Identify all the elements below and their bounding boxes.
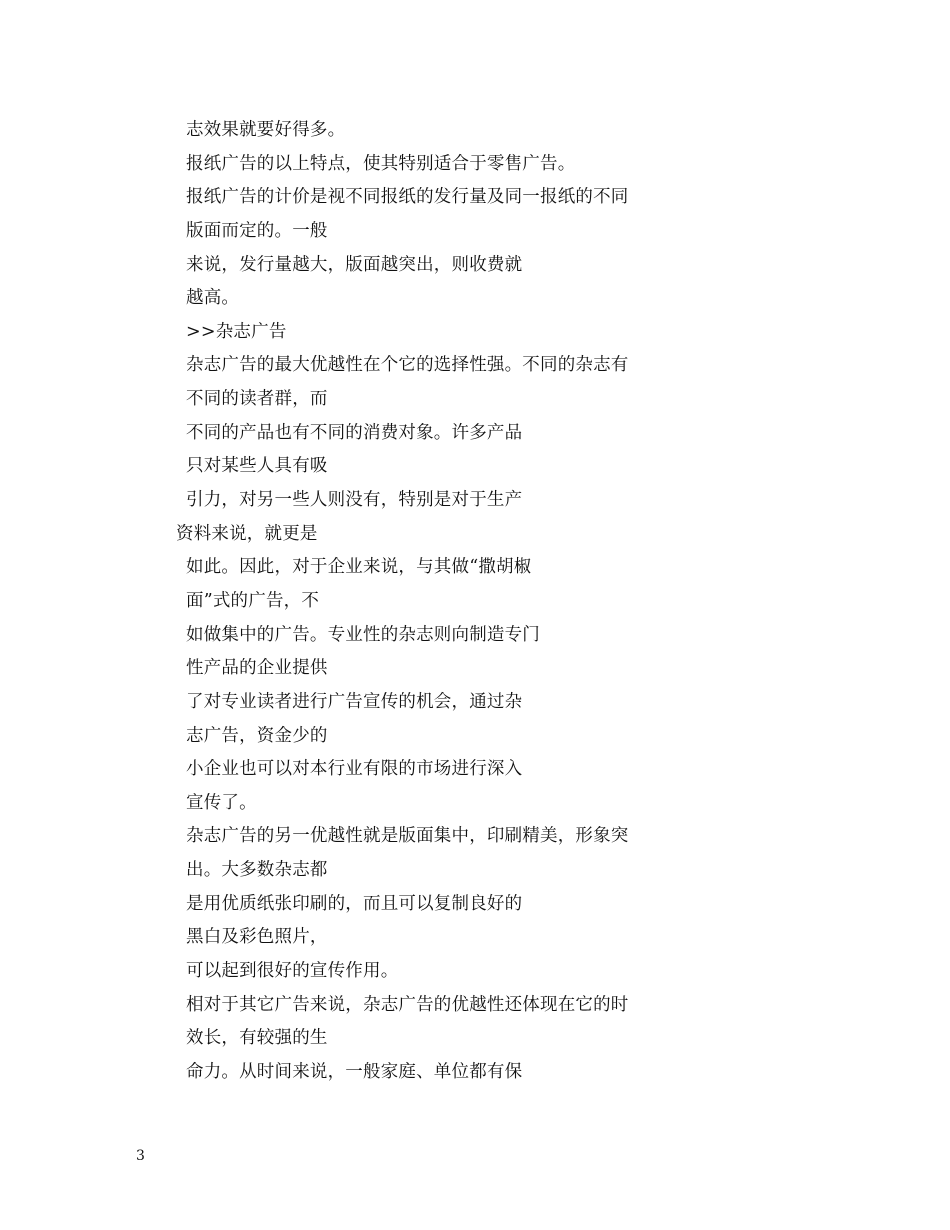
text-line: 资料来说，就更是 [176,523,318,544]
body-text [0,117,950,1093]
text-line: 引力，对另一些人则没有，特别是对于生产 [186,490,523,511]
text-line: 杂志广告的最大优越性在个它的选择性强。不同的杂志有 [186,355,629,376]
text-line: 可以起到很好的宣传作用。 [186,961,399,982]
text-line: 出。大多数杂志都 [186,860,328,881]
text-line: 效长，有较强的生 [186,1028,328,1049]
section-heading: >>杂志广告 [186,321,287,342]
text-line: 志效果就要好得多。 [186,120,346,140]
text-line: 报纸广告的以上特点，使其特别适合于零售广告。 [186,153,576,174]
text-line: 来说，发行量越大，版面越突出，则收费就 [186,254,523,275]
text-line: 越高。 [186,288,240,309]
page-number: 3 [136,1148,145,1164]
text-line: 杂志广告的另一优越性就是版面集中，印刷精美，形象突 [186,826,629,847]
text-line: 如做集中的广告。专业性的杂志则向制造专门 [186,624,540,645]
text-line: 了对专业读者进行广告宣传的机会，通过杂 [186,691,523,712]
text-line: 不同的读者群，而 [186,389,328,410]
text-line: 黑白及彩色照片， [186,927,328,948]
text-line: 版面而定的。一般 [186,220,328,241]
text-line: 志广告，资金少的 [186,725,328,746]
text-line: 面”式的广告，不 [186,590,320,611]
text-line: 相对于其它广告来说，杂志广告的优越性还体现在它的时 [186,994,629,1015]
text-line: 报纸广告的计价是视不同报纸的发行量及同一报纸的不同 [186,187,629,208]
text-line: 小企业也可以对本行业有限的市场进行深入 [186,759,523,780]
text-line: 只对某些人具有吸 [186,456,328,477]
text-line: 宣传了。 [186,792,257,813]
text-line: 不同的产品也有不同的消费对象。许多产品 [186,422,523,443]
text-line: 命力。从时间来说，一般家庭、单位都有保 [186,1061,523,1082]
text-line: 性产品的企业提供 [186,658,328,679]
text-line: 是用优质纸张印刷的，而且可以复制良好的 [186,893,523,914]
text-line: 如此。因此，对于企业来说，与其做“撒胡椒 [186,557,532,578]
